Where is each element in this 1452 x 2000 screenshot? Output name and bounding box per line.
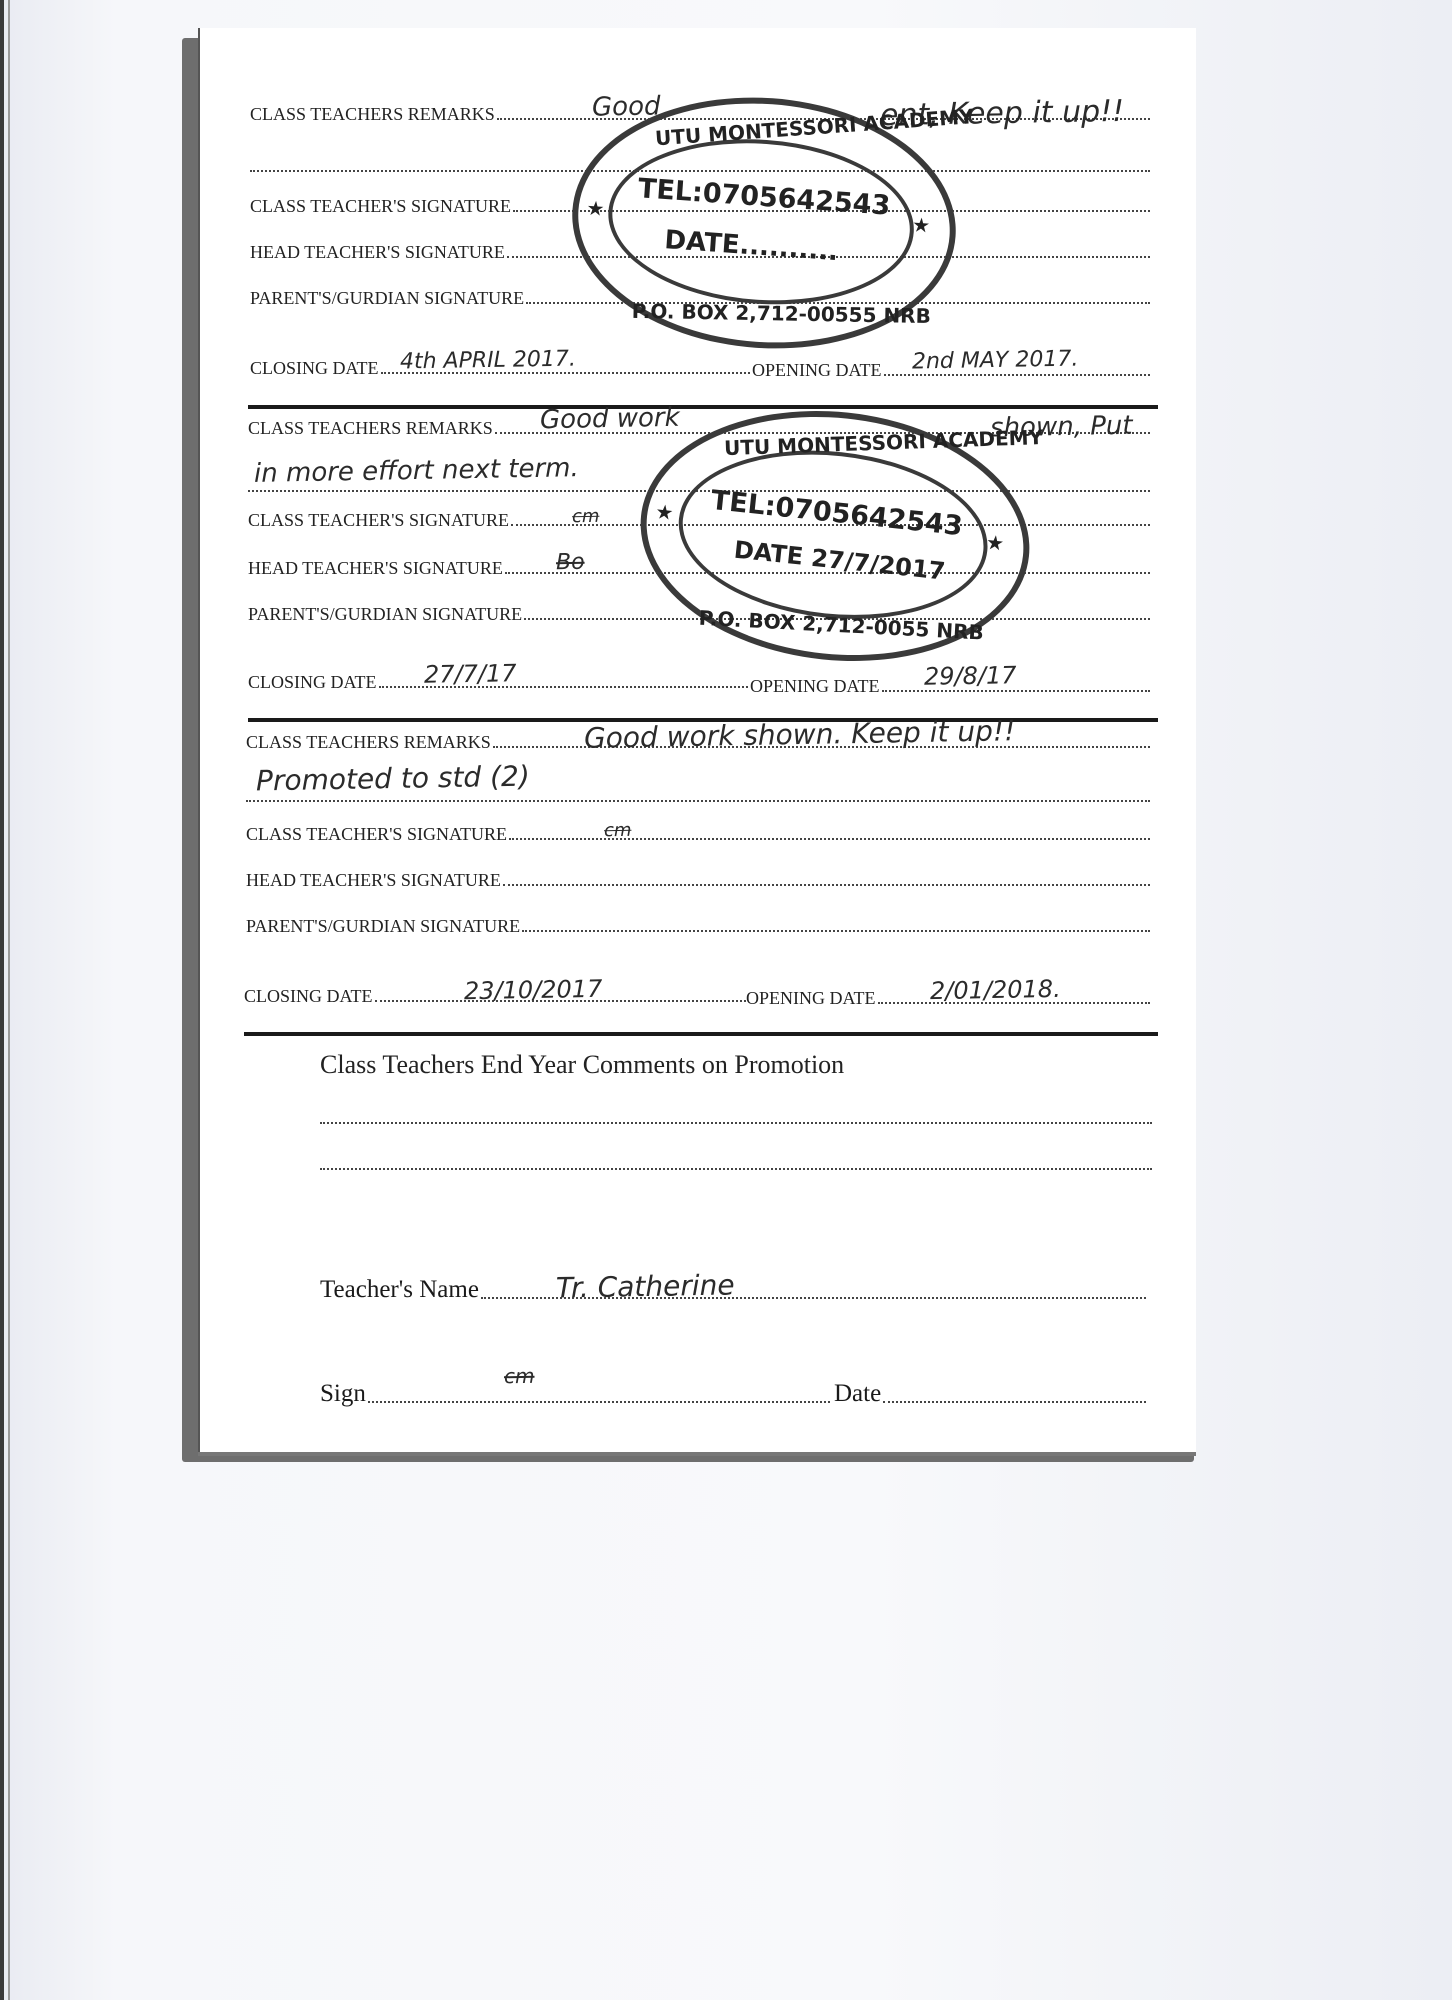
stamp-2-tel: TEL:0705642543: [709, 484, 965, 543]
stamp-1-star-right-icon: ★: [911, 212, 931, 238]
teacher-name-value: Tr. Catherine: [555, 1268, 735, 1305]
s2-remarks-label: CLASS TEACHERS REMARKS: [248, 418, 493, 438]
stamp-2-bottom-text: P.O. BOX 2,712-0055 NRB: [698, 605, 985, 645]
s1-closing-date-value: 4th APRIL 2017.: [399, 346, 577, 375]
sign-field: [320, 1380, 830, 1408]
stamp-2-star-left-icon: ★: [654, 499, 675, 525]
s2-class-teacher-sig-value: cm: [571, 505, 600, 528]
stamp-1-bottom-text: P.O. BOX 2,712-00555 NRB: [631, 298, 932, 329]
s1-class-teacher-sig-label: CLASS TEACHER'S SIGNATURE: [250, 196, 511, 216]
s3-head-teacher-sig-dots: [503, 882, 1150, 886]
s1-parent-sig-label: PARENT'S/GURDIAN SIGNATURE: [250, 288, 525, 308]
s1-remarks-text-b: ent, Keep it up!!: [879, 93, 1125, 134]
s3-class-teacher-sig-value: cm: [603, 819, 632, 842]
s2-remarks-line1-a: Good work: [539, 402, 680, 436]
scan-edge-inner: [8, 0, 10, 2000]
teacher-name-label: Teacher's Name: [320, 1276, 479, 1303]
date-dots: [883, 1399, 1146, 1403]
scan-edge: [0, 0, 4, 2000]
s3-class-teacher-sig-field: [246, 824, 1150, 845]
stamp-2-top-text: UTU MONTESSORI ACADEMY: [723, 425, 1044, 461]
s1-closing-date-label: CLOSING DATE: [250, 358, 379, 378]
date-label: Date: [834, 1380, 882, 1407]
s1-remarks-label: CLASS TEACHERS REMARKS: [250, 104, 495, 124]
stamp-2-star-right-icon: ★: [984, 529, 1006, 556]
s2-closing-date-label: CLOSING DATE: [248, 672, 377, 692]
stamp-1-inner-ring: [603, 129, 920, 314]
s3-remarks-label: CLASS TEACHERS REMARKS: [246, 732, 491, 752]
end-year-comments-title: Class Teachers End Year Comments on Promotion: [320, 1050, 845, 1079]
section-divider-1: [248, 405, 1158, 409]
s2-remarks-line1-b: shown, Put: [989, 410, 1133, 444]
s2-parent-sig-label: PARENT'S/GURDIAN SIGNATURE: [248, 604, 523, 624]
s3-head-teacher-sig-label: HEAD TEACHER'S SIGNATURE: [246, 870, 501, 890]
sign-value: cm: [503, 1363, 535, 1389]
s1-opening-date-label: OPENING DATE: [752, 360, 882, 380]
s3-opening-date-label: OPENING DATE: [746, 988, 876, 1008]
sign-dots: [368, 1399, 830, 1403]
s3-head-teacher-sig-field: [246, 870, 1150, 891]
date-field: [834, 1380, 1146, 1408]
s1-head-teacher-sig-label: HEAD TEACHER'S SIGNATURE: [250, 242, 505, 262]
s3-opening-date-value: 2/01/2018.: [929, 974, 1061, 1006]
s3-remarks-line1: Good work shown. Keep it up!!: [583, 714, 1016, 755]
s3-parent-sig-dots: [522, 928, 1150, 932]
sign-label: Sign: [320, 1380, 366, 1407]
s1-remarks-text-a: Good: [591, 91, 661, 123]
s2-remarks-line2: in more effort next term.: [253, 453, 580, 489]
s2-opening-date-value: 29/8/17: [923, 661, 1017, 691]
end-year-comment-line-2: [320, 1166, 1152, 1170]
stamp-2-date: DATE 27/7/2017: [732, 535, 947, 586]
s2-head-teacher-sig-value: Bo: [555, 549, 585, 576]
s3-remarks-line2-dots: [246, 798, 1150, 802]
section-divider-3: [244, 1032, 1158, 1036]
stamp-1-star-left-icon: ★: [585, 195, 606, 221]
stamp-1-top-text: UTU MONTESSORI ACADEMY: [654, 104, 975, 151]
s2-opening-date-label: OPENING DATE: [750, 676, 880, 696]
s3-parent-sig-field: [246, 916, 1150, 937]
s3-closing-date-value: 23/10/2017: [463, 974, 603, 1006]
stamp-1-tel: TEL:0705642543: [637, 173, 892, 222]
s3-parent-sig-label: PARENT'S/GURDIAN SIGNATURE: [246, 916, 521, 936]
s3-remarks-line2: Promoted to std (2): [255, 759, 531, 798]
s3-closing-date-label: CLOSING DATE: [244, 986, 373, 1006]
end-year-comment-line-1: [320, 1120, 1152, 1124]
s1-opening-date-value: 2nd MAY 2017.: [911, 346, 1079, 375]
s2-closing-date-value: 27/7/17: [423, 659, 517, 689]
s2-class-teacher-sig-label: CLASS TEACHER'S SIGNATURE: [248, 510, 509, 530]
s3-class-teacher-sig-label: CLASS TEACHER'S SIGNATURE: [246, 824, 507, 844]
s2-head-teacher-sig-label: HEAD TEACHER'S SIGNATURE: [248, 558, 503, 578]
stamp-1-date: DATE..........: [663, 225, 840, 268]
